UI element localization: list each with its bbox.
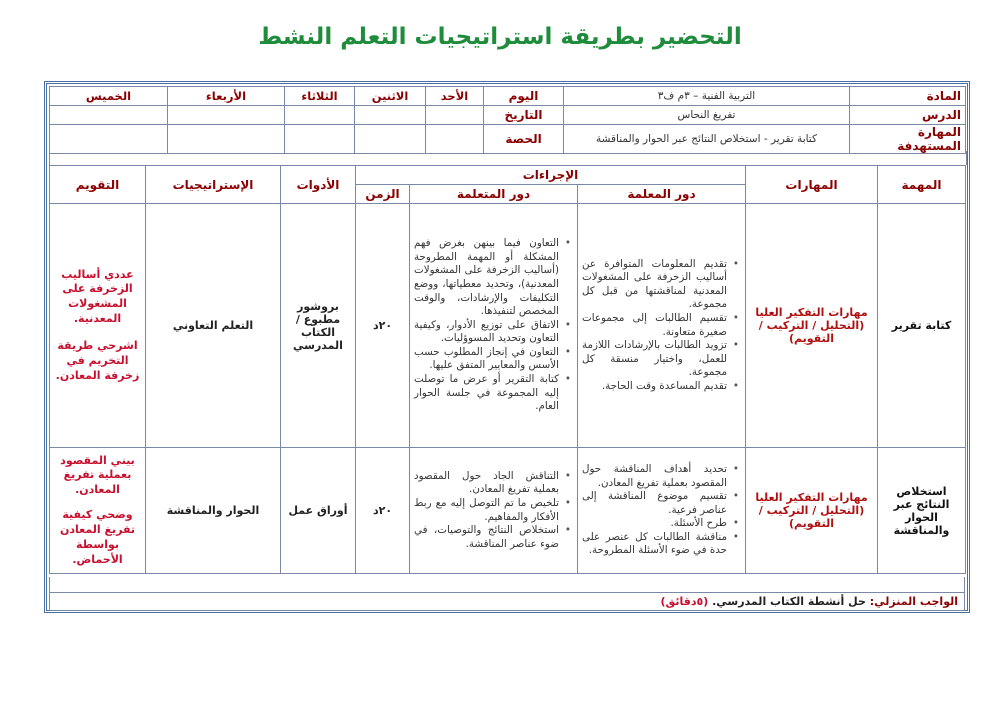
teacher-role-cell — [578, 204, 746, 448]
list-item: • التعاون في إنجاز المطلوب حسب الأسس والمعايير المتفق عليها. — [414, 346, 559, 373]
tools-cell: أوراق عمل — [281, 448, 356, 574]
lesson-label: الدرس — [850, 106, 966, 125]
tools-cell: بروشور مطبوع / الكتاب المدرسي — [281, 204, 356, 448]
list-item: • التناقش الجاد حول المقصود بعملية تفريغ المعادن. — [414, 470, 559, 497]
teacher-role-cell — [578, 448, 746, 574]
period-cell — [426, 125, 484, 154]
evaluation-question: عددي أساليب الزخرفة على المشغولات المعدنية. — [61, 267, 134, 326]
time-cell: ٢٠د — [356, 204, 410, 448]
list-item: • تقديم المساعدة وقت الحاجة. — [582, 380, 727, 394]
period-cell — [355, 125, 426, 154]
skills-cell: مهارات التفكير العليا (التحليل / التركيب / التقويم) — [746, 204, 878, 448]
homework-duration: (٥دقائق) — [660, 595, 709, 608]
list-item: • تلخيص ما تم التوصل إليه مع ربط الأفكار والمفاهيم. — [414, 497, 559, 524]
strategy-cell: الحوار والمناقشة — [146, 448, 281, 574]
list-item: • تحديد أهداف المناقشة حول المقصود بعملية تفريغ المعادن. — [582, 463, 727, 490]
date-cell — [168, 106, 285, 125]
period-label: الحصة — [484, 125, 564, 154]
task-cell: كتابة تقرير — [878, 204, 966, 448]
col-task: المهمة — [878, 166, 966, 204]
period-cell — [285, 125, 355, 154]
date-label: التاريخ — [484, 106, 564, 125]
homework-row — [49, 592, 965, 611]
page-title: التحضير بطريقة استراتيجيات التعلم النشط — [258, 24, 742, 50]
list-item: • تقسيم الطالبات إلى مجموعات صغيرة متعاونة. — [582, 312, 727, 339]
day-monday: الاثنين — [355, 87, 426, 106]
day-thursday: الخميس — [50, 87, 168, 106]
student-role-cell — [410, 448, 578, 574]
evaluation-cell — [50, 204, 146, 448]
list-item: • تقديم المعلومات المتوافرة عن أساليب الزخرفة على المشغولات المعدنية لمناقشتها من قبل كل مجموعة. — [582, 258, 727, 312]
spacer — [49, 577, 965, 592]
homework-text: حل أنشطة الكتاب المدرسي. — [712, 595, 866, 608]
table-row — [50, 448, 966, 574]
day-tuesday: الثلاثاء — [285, 87, 355, 106]
table-row — [50, 204, 966, 448]
list-item: • كتابة التقرير أو عرض ما توصلت إليه المجموعة في جلسة الحوار العام. — [414, 373, 559, 414]
period-cell — [50, 125, 168, 154]
list-item: • تقسيم موضوع المناقشة إلى عناصر فرعية. — [582, 490, 727, 517]
list-item: • مناقشة الطالبات كل عنصر على حدة في ضوء الأسئلة المطروحة. — [582, 531, 727, 558]
col-strategies: الإستراتيجيات — [146, 166, 281, 204]
date-cell — [50, 106, 168, 125]
homework-label: الواجب المنزلي: — [869, 595, 958, 608]
list-item: • الاتفاق على توزيع الأدوار، وكيفية التعاون وتحديد المسوؤليات. — [414, 319, 559, 346]
period-cell — [168, 125, 285, 154]
spacer — [49, 151, 967, 165]
date-cell — [426, 106, 484, 125]
evaluation-question: وضحي كيفية تفريغ المعادن بواسطة الأحماض. — [59, 508, 135, 566]
col-evaluation: التقويم — [50, 166, 146, 204]
target-skill-value: كتابة تقرير - استخلاص النتائج عبر الحوار والمناقشة — [564, 125, 850, 154]
day-wednesday: الأربعاء — [168, 87, 285, 106]
lesson-plan-table — [49, 165, 966, 574]
evaluation-cell — [50, 448, 146, 574]
subject-label: المادة — [850, 87, 966, 106]
list-item: • التعاون فيما بينهن بغرض فهم المشكلة أو المهمة المطروحة (أساليب الزخرفة على المشغولات المعدنية)، وتحديد معطياتها، ووضع التكليفات والإرشادات، والوقت المخصص لتنفيذها. — [414, 237, 559, 318]
list-item: • استخلاص النتائج والتوصيات، في ضوء عناصر المناقشة. — [414, 524, 559, 551]
col-student-role: دور المتعلمة — [410, 185, 578, 204]
evaluation-question: بيني المقصود بعملية تفريغ المعادن. — [60, 453, 135, 497]
time-cell: ٢٠د — [356, 448, 410, 574]
header-table — [49, 86, 966, 154]
date-cell — [355, 106, 426, 125]
subject-value: التربية الفنية – ٣م ف٣ — [564, 87, 850, 106]
date-cell — [285, 106, 355, 125]
skills-cell: مهارات التفكير العليا (التحليل / التركيب / التقويم) — [746, 448, 878, 574]
col-skills: المهارات — [746, 166, 878, 204]
task-cell: استخلاص النتائج عبر الحوار والمناقشة — [878, 448, 966, 574]
lesson-value: تفريغ النحاس — [564, 106, 850, 125]
evaluation-question: اشرحي طريقة التخريم في زخرفة المعادن. — [55, 338, 140, 382]
day-label: اليوم — [484, 87, 564, 106]
col-teacher-role: دور المعلمة — [578, 185, 746, 204]
student-role-cell — [410, 204, 578, 448]
col-time: الزمن — [356, 185, 410, 204]
col-tools: الأدوات — [281, 166, 356, 204]
day-sunday: الأحد — [426, 87, 484, 106]
list-item: • طرح الأسئلة. — [582, 517, 727, 531]
target-skill-label: المهارة المستهدفة — [850, 125, 966, 154]
list-item: • تزويد الطالبات بالإرشادات اللازمة للعمل، واختيار منسقة كل مجموعة. — [582, 339, 727, 380]
strategy-cell: التعلم التعاوني — [146, 204, 281, 448]
col-procedures: الإجراءات — [356, 166, 746, 185]
